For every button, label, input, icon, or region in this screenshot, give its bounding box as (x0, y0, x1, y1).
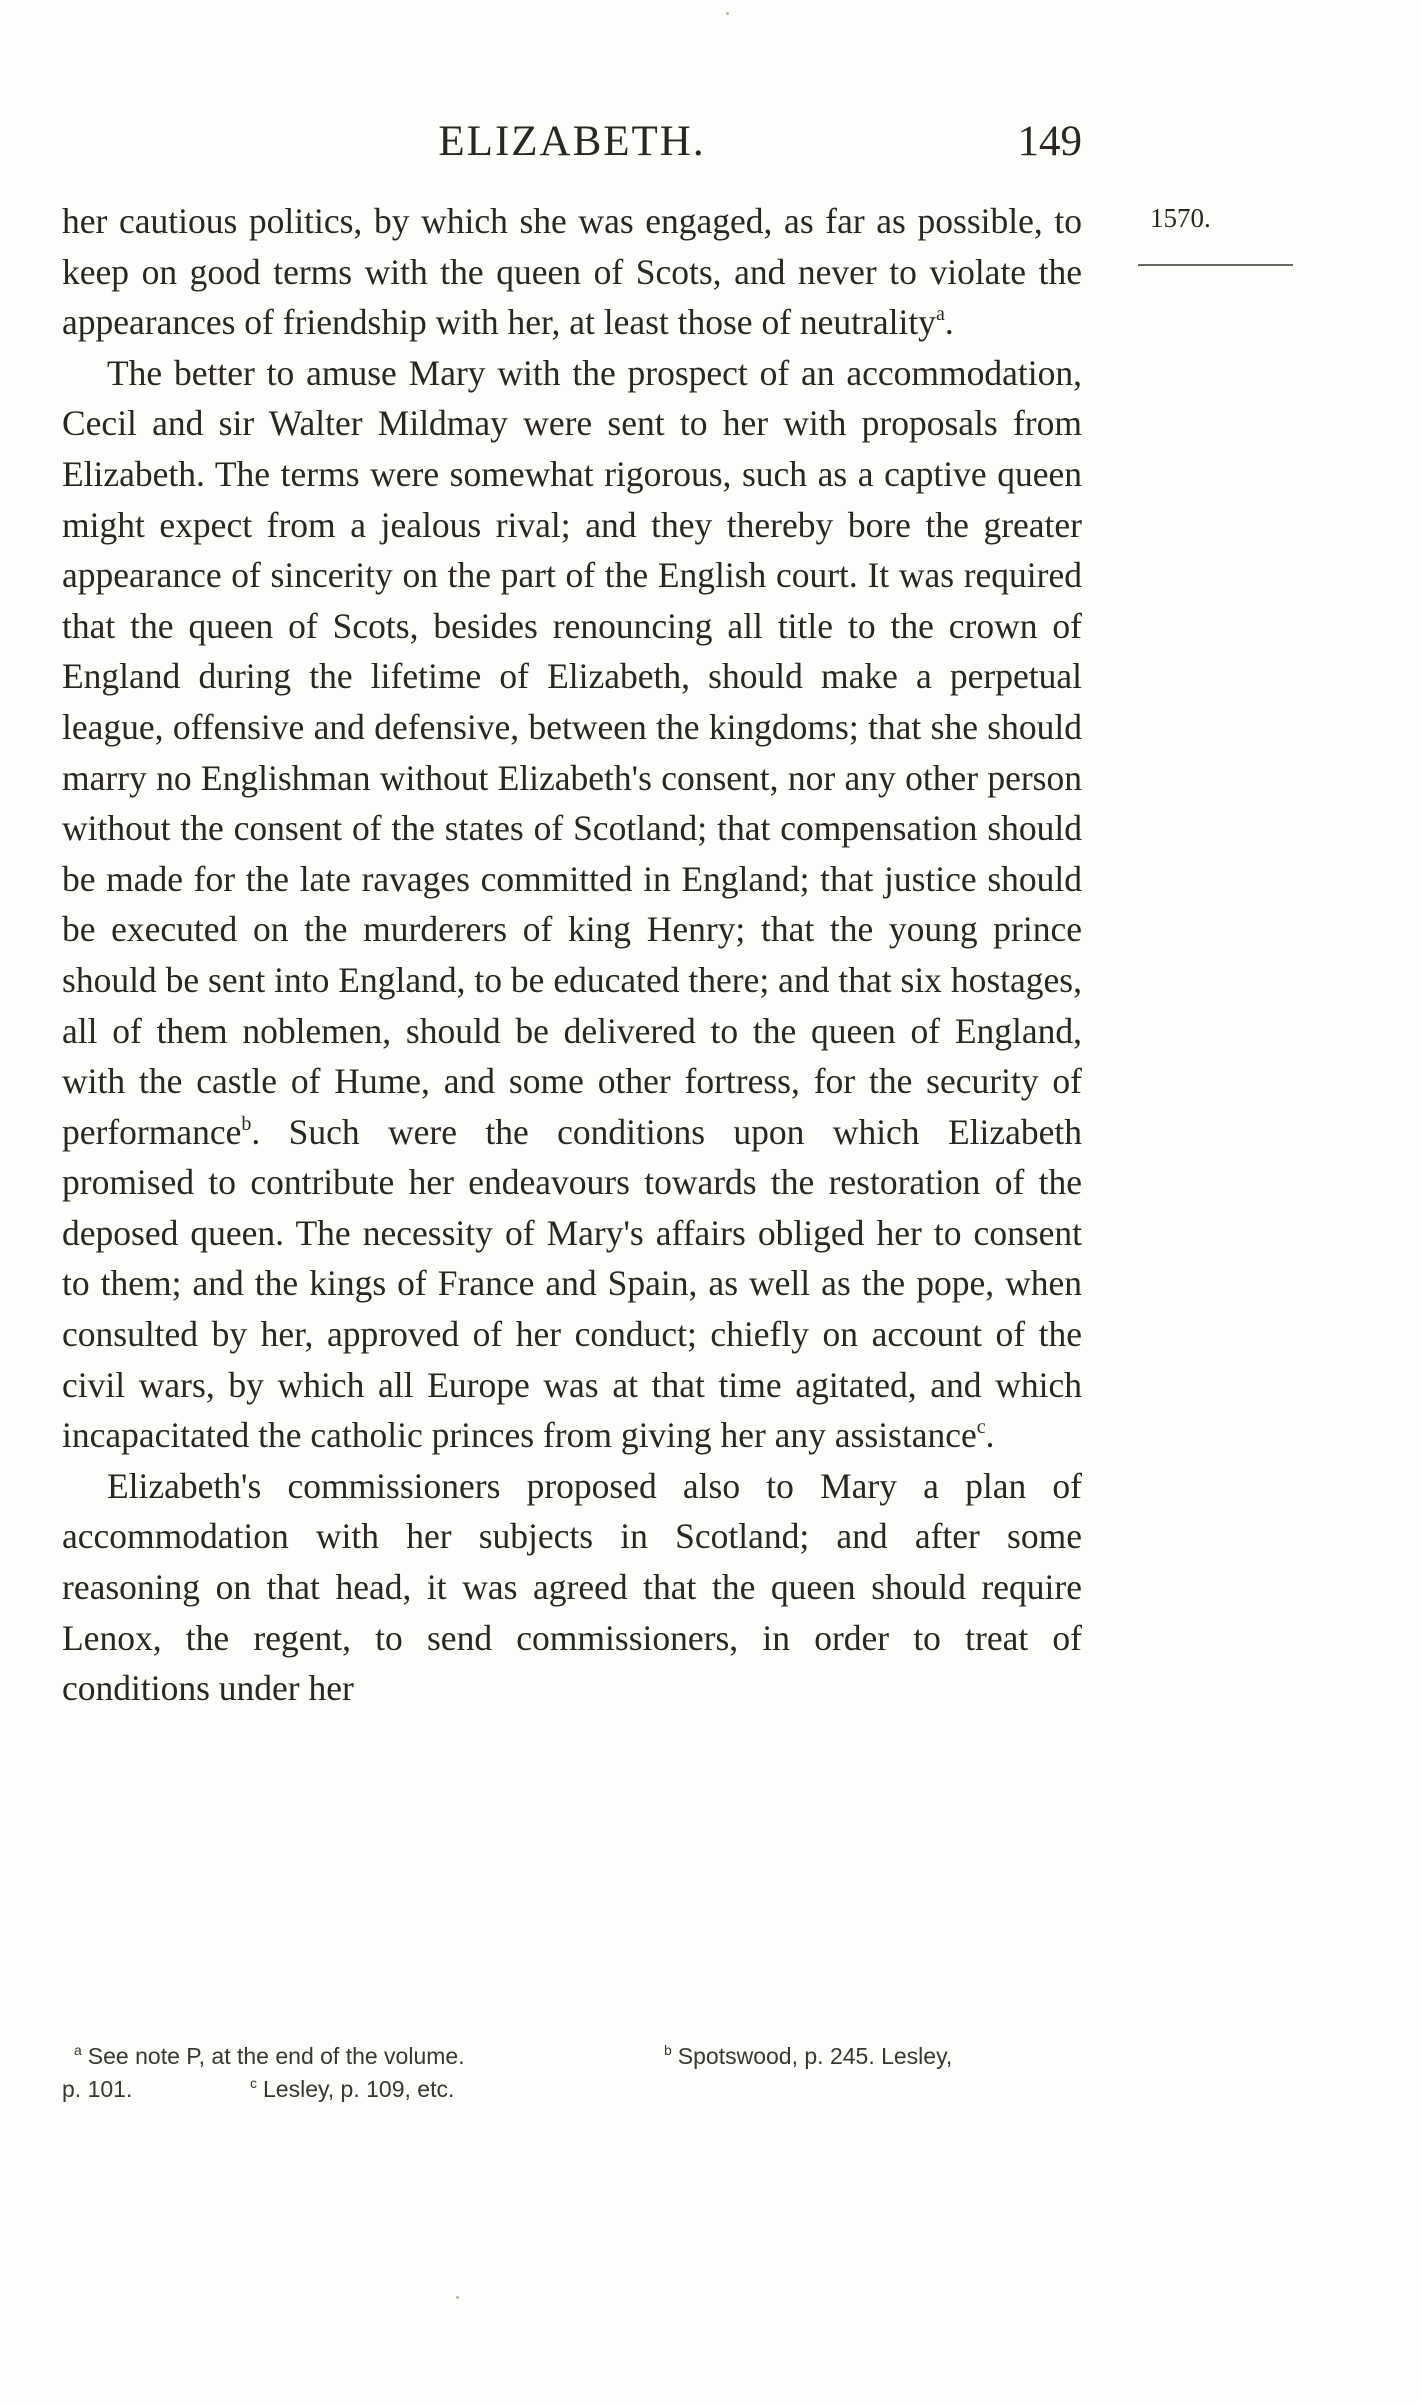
page-number: 149 (1017, 118, 1082, 165)
running-head (62, 112, 1082, 172)
footnote-a-text: See note P, at the end of the volume. (87, 2043, 465, 2069)
footnote-b-text: Spotswood, p. 245. Lesley, (677, 2043, 953, 2069)
body-text (62, 196, 1082, 1714)
footnote-ref-a: a (935, 303, 945, 326)
paragraph-1-text: her cautious politics, by which she was engaged, as far as possible, to keep on good terms with the queen of Scots, and never to violate the appearances of friendship with her, at least those of neutrality (62, 201, 1082, 343)
paragraph-2-text-a: The better to amuse Mary with the prospect of an accommodation, Cecil and sir Walter Mildmay were sent to her with proposals from Elizabeth. The terms were somewhat rigorous, such as a captive queen might expect from a jealous rival; and they thereby bore the greater appearance of sincerity on the part of the English court. It was required that the queen of Scots, besides renouncing all title to the crown of England during the lifetime of Elizabeth, should make a perpetual league, offensive and defensive, between the kingdoms; that she should marry no Englishman without Elizabeth's consent, nor any other person without the consent of the states of Scotland; that compensation should be made for the late ravages committed in England; that justice should be executed on the murderers of king Henry; that the young prince should be sent into England, to be educated there; and that six hostages, all of them noblemen, should be delivered to the queen of England, with the castle of Hume, and some other fortress, for the security of performance (62, 352, 1082, 1152)
footnote-a (74, 2040, 465, 2073)
paper-speck (726, 12, 729, 15)
footnote-ref-c: c (976, 1416, 986, 1439)
paragraph-1-end: . (944, 302, 954, 343)
footnote-line-2 (62, 2073, 1082, 2106)
footnote-c-marker: c (250, 2075, 257, 2091)
paragraph-3 (62, 1461, 1082, 1714)
running-title: ELIZABETH. (438, 118, 706, 165)
footnote-c-text: Lesley, p. 109, etc. (263, 2076, 455, 2102)
margin-rule (1138, 264, 1293, 266)
paragraph-3-text: Elizabeth's commissioners proposed also to Mary a plan of accommodation with her subjects in Scotland; and after some reasoning on that head, it was agreed that the queen should require Lenox, the regent, to send commissioners, in order to treat of conditions under her (62, 1465, 1082, 1709)
paragraph-2-text-b: . Such were the conditions upon which Elizabeth promised to contribute her endeavours towards the restoration of the deposed queen. The necessity of Mary's affairs obliged her to consent to them; and the kings of France and Spain, as well as the pope, when consulted by her, approved of her conduct; chiefly on account of the civil wars, by which all Europe was at that time agitated, and which incapacitated the catholic princes from giving her any assistance (62, 1111, 1082, 1456)
margin-year: 1570. (1150, 203, 1211, 233)
paragraph-2-end: . (985, 1415, 995, 1456)
footnote-a-marker: a (74, 2042, 82, 2058)
footnote-b-continuation: p. 101. (62, 2076, 133, 2102)
paragraph-1 (62, 196, 1082, 348)
paragraph-2 (62, 348, 1082, 1461)
footnote-line-1 (62, 2040, 1082, 2073)
footnote-ref-b: b (241, 1112, 252, 1135)
paper-speck (456, 2296, 459, 2299)
footnote-b-marker: b (664, 2042, 672, 2058)
footnote-c (250, 2073, 454, 2106)
footnote-b (664, 2040, 952, 2073)
footnotes (62, 2040, 1082, 2106)
